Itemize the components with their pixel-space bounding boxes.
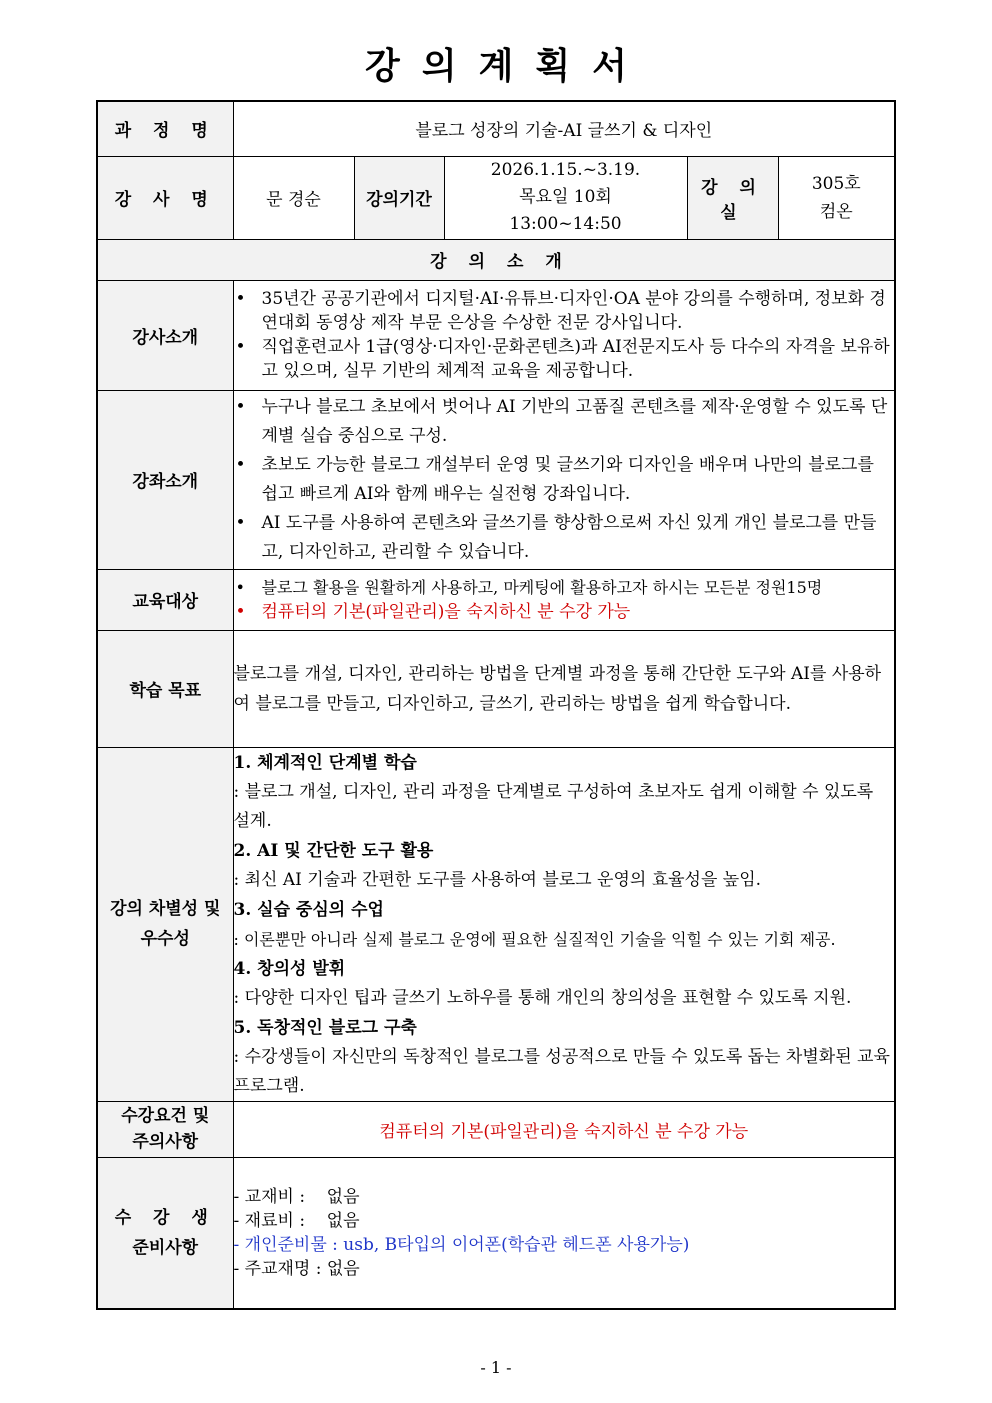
target-row — [97, 569, 895, 630]
room-label: 강 의 실 — [687, 156, 778, 239]
material-fee: - 재료비 : 없음 — [233, 1210, 360, 1231]
differentiation-heading: 1. 체계적인 단계별 학습 — [233, 752, 417, 773]
target-item: • 블로그 활용을 원활하게 사용하고, 마케팅에 활용하고자 하시는 모든분 정원15명 — [262, 576, 893, 600]
requirements-text: 컴퓨터의 기본(파일관리)을 숙지하신 분 수강 가능 — [233, 1101, 895, 1157]
intro-header: 강의소개 — [97, 239, 895, 280]
target-content — [233, 569, 895, 630]
period-cell — [444, 156, 687, 239]
differentiation-heading: 4. 창의성 발휘 — [233, 958, 346, 979]
differentiation-heading: 2. AI 및 간단한 도구 활용 — [233, 840, 434, 861]
main-textbook: - 주교재명 : 없음 — [233, 1258, 360, 1279]
course-intro-item: • 초보도 가능한 블로그 개설부터 운영 및 글쓰기와 디자인을 배우며 나만의 블로그를 쉽고 빠르게 AI와 함께 배우는 실전형 강좌입니다. — [262, 451, 891, 509]
course-label: 과 정 명 — [97, 101, 233, 156]
target-label: 교육대상 — [97, 569, 233, 630]
differentiation-desc: : 블로그 개설, 디자인, 관리 과정을 단계별로 구성하여 초보자도 쉽게 이해할 수 있도록 설계. — [233, 781, 874, 831]
period-dates: 2026.1.15.~3.19. — [490, 160, 641, 180]
instructor-intro-item: • 35년간 공공기관에서 디지털·AI·유튜브·디자인·OA 분야 강의를 수행하며, 정보화 경연대회 동영상 제작 부문 은상을 수상한 전문 강사입니다. — [262, 287, 891, 335]
differentiation-desc: : 수강생들이 자신만의 독창적인 블로그를 성공적으로 만들 수 있도록 돕는 차별화된 교육 프로그램. — [233, 1046, 890, 1096]
differentiation-label-line2: 우수성 — [140, 929, 190, 949]
requirements-label-line2: 주의사항 — [132, 1132, 199, 1152]
preparation-label-line1: 수 강 생 — [114, 1207, 216, 1228]
differentiation-heading: 5. 독창적인 블로그 구축 — [233, 1017, 417, 1038]
preparation-label — [97, 1157, 233, 1309]
room-name: 컴온 — [819, 201, 853, 222]
personal-items: - 개인준비물 : usb, B타입의 이어폰(학습관 헤드폰 사용가능) — [233, 1234, 690, 1255]
differentiation-desc: : 다양한 디자인 팁과 글쓰기 노하우를 통해 개인의 창의성을 표현할 수 있도록 지원. — [233, 987, 852, 1008]
differentiation-row — [97, 747, 895, 1101]
room-cell — [778, 156, 895, 239]
instructor-name: 문 경순 — [233, 156, 354, 239]
requirements-row — [97, 1101, 895, 1157]
differentiation-desc: : 이론뿐만 아니라 실제 블로그 운영에 필요한 실질적인 기술을 익힐 수 있는 기회 제공. — [233, 929, 836, 949]
instructor-intro-label: 강사소개 — [97, 280, 233, 390]
course-intro-label: 강좌소개 — [97, 390, 233, 569]
document-title: 강의계획서 — [365, 45, 649, 87]
period-time: 13:00~14:50 — [509, 214, 622, 234]
goal-label: 학습 목표 — [97, 630, 233, 747]
course-intro-item: • 누구나 블로그 초보에서 벗어나 AI 기반의 고품질 콘텐츠를 제작·운영할 수 있도록 단계별 실습 중심으로 구성. — [262, 393, 891, 451]
period-sessions: 목요일 10회 — [519, 187, 612, 207]
requirements-label-line1: 수강요건 및 — [121, 1106, 210, 1126]
course-plan-table — [96, 100, 896, 1310]
course-name: 블로그 성장의 기술-AI 글쓰기 & 디자인 — [233, 101, 895, 156]
instructor-intro-row — [97, 280, 895, 390]
instructor-label: 강 사 명 — [97, 156, 233, 239]
goal-text: 블로그를 개설, 디자인, 관리하는 방법을 단계별 과정을 통해 간단한 도구와 AI를 사용하여 블로그를 만들고, 디자인하고, 글쓰기, 관리하는 방법을 쉽게 학습합니다. — [233, 630, 895, 747]
instructor-intro-item: • 직업훈련교사 1급(영상·디자인·문화콘텐츠)과 AI전문지도사 등 다수의 자격을 보유하고 있으며, 실무 기반의 체계적 교육을 제공합니다. — [262, 335, 891, 383]
page-number: - 1 - — [480, 1358, 512, 1377]
differentiation-heading: 3. 실습 중심의 수업 — [233, 899, 384, 920]
course-intro-content — [233, 390, 895, 569]
intro-header-row — [97, 239, 895, 280]
target-prerequisite: • 컴퓨터의 기본(파일관리)을 숙지하신 분 수강 가능 — [262, 600, 893, 624]
course-row — [97, 101, 895, 156]
differentiation-desc: : 최신 AI 기술과 간편한 도구를 사용하여 블로그 운영의 효율성을 높임. — [233, 869, 762, 890]
textbook-fee: - 교재비 : 없음 — [233, 1186, 360, 1207]
course-intro-row — [97, 390, 895, 569]
period-label: 강의기간 — [354, 156, 444, 239]
requirements-label — [97, 1101, 233, 1157]
preparation-label-line2: 준비사항 — [132, 1237, 199, 1258]
differentiation-content — [233, 747, 895, 1101]
differentiation-label-line1: 강의 차별성 및 — [110, 899, 221, 919]
preparation-content — [233, 1157, 895, 1309]
instructor-intro-content — [233, 280, 895, 390]
room-number: 305호 — [811, 173, 861, 194]
info-row — [97, 156, 895, 239]
differentiation-label — [97, 747, 233, 1101]
course-intro-item: • AI 도구를 사용하여 콘텐츠와 글쓰기를 향상함으로써 자신 있게 개인 블로그를 만들고, 디자인하고, 관리할 수 있습니다. — [262, 509, 891, 567]
goal-row — [97, 630, 895, 747]
preparation-row — [97, 1157, 895, 1309]
